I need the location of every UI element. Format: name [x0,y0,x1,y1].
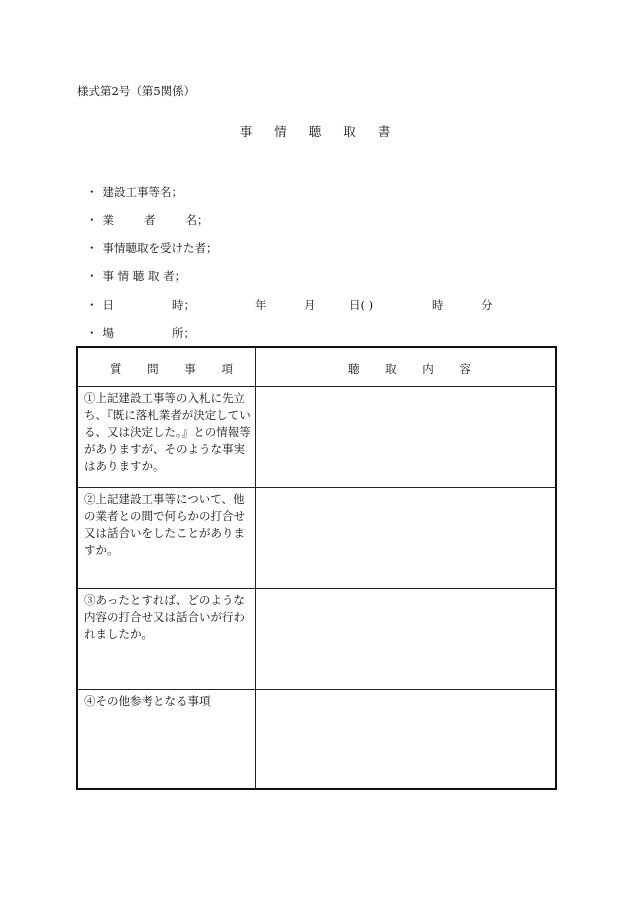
field-place [86,325,195,341]
field-label-part: 場 [102,326,114,340]
table-column-divider [255,348,256,788]
question-cell-1: ①上記建設工事等の入札に先立ち、『既に落札業者が決定している、又は決定した。』との情報等がありますが、そのような事実はありますか。 [84,391,251,473]
field-label-part: 時； [172,298,195,312]
column-header-question: 質 問 事 項 [110,362,244,376]
bullet: ・ [86,241,98,255]
bullet: ・ [86,326,98,340]
field-business [86,212,209,228]
form-number: 様式第2号（第5関係） [77,84,196,98]
bullet: ・ [86,269,98,283]
minute-label: 分 [481,298,493,312]
question-cell-2: ②上記建設工事等について、他の業者との間で何らかの打合せ又は話合いをしたことがありますか。 [84,492,245,557]
field-interviewee [86,240,218,256]
field-label-part: 所； [172,326,195,340]
field-label-part: 名； [185,213,209,227]
day-label: 日( ) [349,298,374,312]
field-construction-name [86,184,183,200]
field-label-part: 者 [144,213,156,227]
table-row-divider [78,689,555,690]
bullet: ・ [86,213,98,227]
hour-label: 時 [432,298,444,312]
field-label: 事 情 聴 取 者； [102,269,187,283]
interview-table [76,346,557,790]
field-label-part: 業 [102,213,114,227]
table-row-divider [78,588,555,589]
question-cell-4: ④その他参考となる事項 [84,694,211,708]
table-row-divider [78,487,555,488]
field-interviewer [86,268,186,284]
field-label: 建設工事等名； [102,185,183,199]
field-label-part: 日 [102,298,114,312]
table-header-divider [78,386,555,387]
month-label: 月 [304,298,316,312]
document-title: 事 情 聴 取 書 [239,124,400,139]
year-label: 年 [255,298,267,312]
bullet: ・ [86,185,98,199]
question-cell-3: ③あったとすれば、どのような内容の打合せ又は話合いが行われましたか。 [84,593,245,641]
column-header-answer: 聴 取 内 容 [348,362,482,376]
bullet: ・ [86,298,98,312]
field-label: 事情聴取を受けた者； [102,241,218,255]
field-datetime [86,297,195,313]
